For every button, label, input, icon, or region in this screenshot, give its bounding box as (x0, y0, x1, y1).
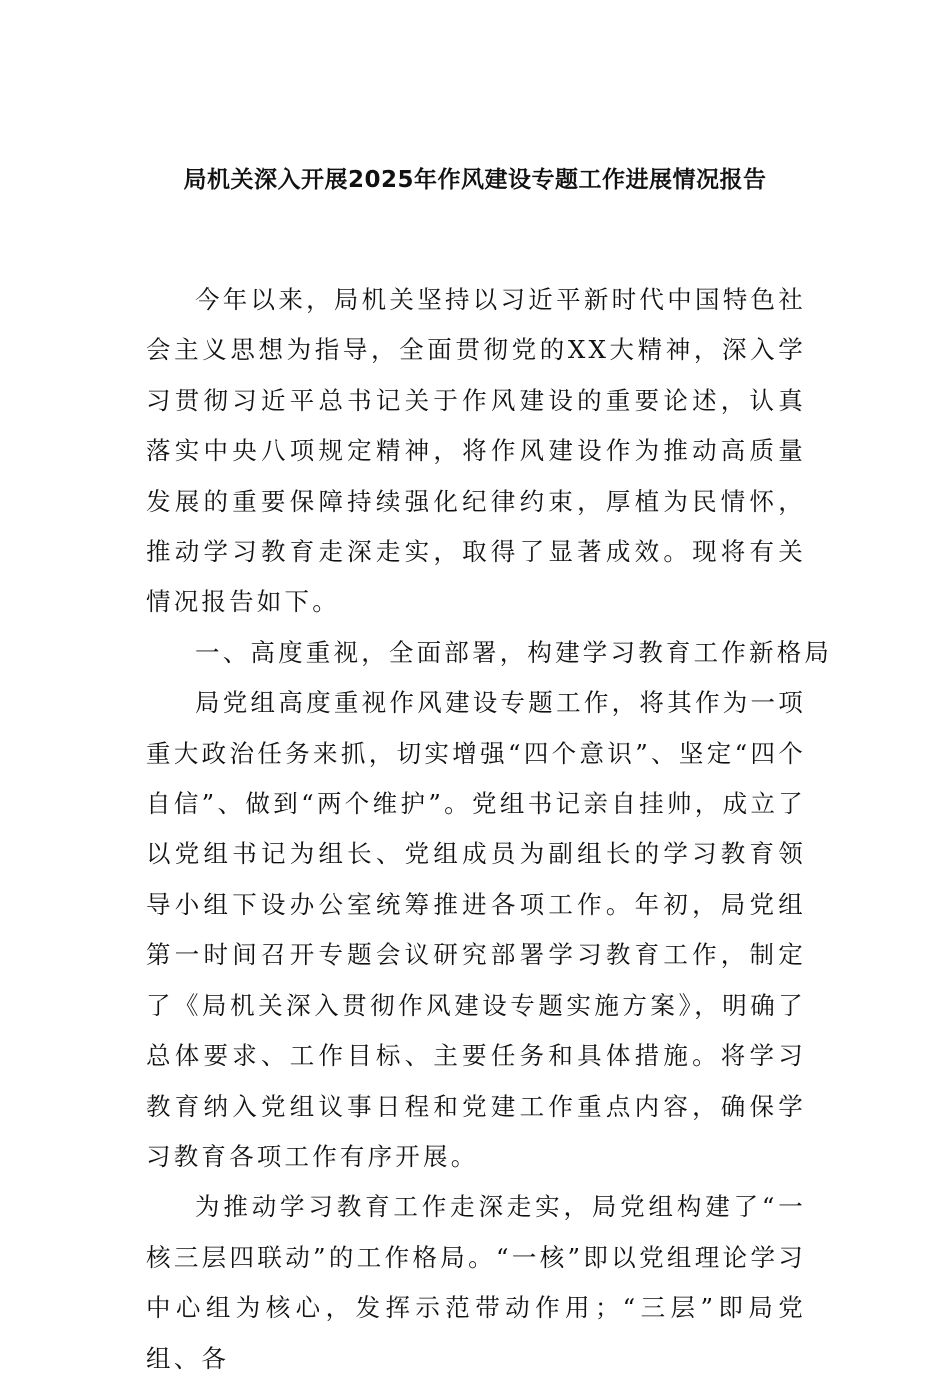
intro-paragraph: 今年以来，局机关坚持以习近平新时代中国特色社会主义思想为指导，全面贯彻党的XX大精神，深入学习贯彻习近平总书记关于作风建设的重要论述，认真落实中央八项规定精神，将作风建设作为推动高质量发展的重要保障持续强化纪律约束，厚植为民情怀，推动学习教育走深走实，取得了显著成效。现将有关情况报告如下。 (146, 285, 806, 617)
section-1-paragraph-1: 局党组高度重视作风建设专题工作，将其作为一项重大政治任务来抓，切实增强“四个意识”、坚定“四个自信”、做到“两个维护”。党组书记亲自挂帅，成立了以党组书记为组长、党组成员为副组长的学习教育领导小组下设办公室统筹推进各项工作。年初，局党组第一时间召开专题会议研究部署学习教育工作，制定了《局机关深入贯彻作风建设专题实施方案》，明确了总体要求、工作目标、主要任务和具体措施。将学习教育纳入党组议事日程和党建工作重点内容，确保学习教育各项工作有序开展。 (146, 688, 806, 1171)
section-1-paragraph-2: 为推动学习教育工作走深走实，局党组构建了“一核三层四联动”的工作格局。“一核”即以党组理论学习中心组为核心，发挥示范带动作用；“三层”即局党组、各 (146, 1192, 806, 1373)
document-body (146, 275, 833, 1384)
document-title: 局机关深入开展2025年作风建设专题工作进展情况报告 (183, 167, 767, 193)
section-heading-1: 一、高度重视，全面部署，构建学习教育工作新格局 (195, 637, 833, 667)
